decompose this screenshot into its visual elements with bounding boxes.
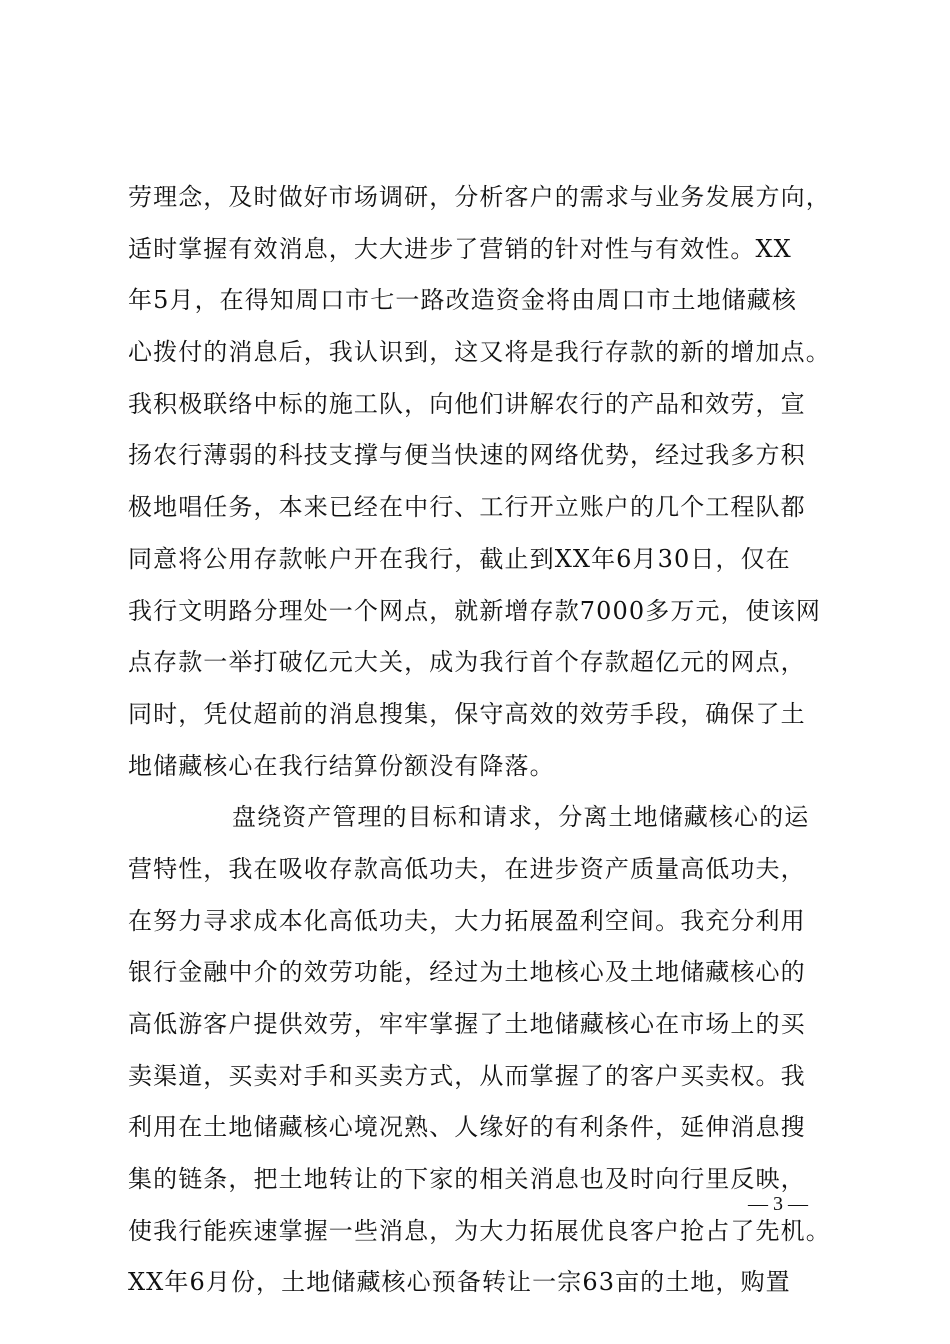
text-line: 扬农行薄弱的科技支撑与便当快速的网络优势，经过我多方积 — [128, 441, 806, 470]
body-text — [128, 172, 838, 1309]
paragraph-start-line: 盘绕资产管理的目标和请求，分离土地储藏核心的运 — [232, 803, 810, 832]
text-line: 同时，凭仗超前的消息搜集，保守高效的效劳手段，确保了土 — [128, 699, 806, 728]
text-line: XX年6月份，土地储藏核心预备转让一宗63亩的土地，购置 — [128, 1268, 791, 1297]
text-line: 极地唱任务，本来已经在中行、工行开立账户的几个工程队都 — [128, 493, 806, 522]
page-number: — 3 — — [748, 1193, 808, 1215]
text-line: 卖渠道，买卖对手和买卖方式，从而掌握了的客户买卖权。我 — [128, 1061, 806, 1090]
text-line: 利用在土地储藏核心境况熟、人缘好的有利条件，延伸消息搜 — [128, 1113, 806, 1142]
text-line: 年5月，在得知周口市七一路改造资金将由周口市土地储藏核 — [128, 286, 797, 315]
text-line: 同意将公用存款帐户开在我行，截止到XX年6月30日，仅在 — [128, 544, 791, 573]
text-line: 心拨付的消息后，我认识到，这又将是我行存款的新的增加点。 — [128, 338, 831, 367]
text-line: 适时掌握有效消息，大大进步了营销的针对性与有效性。XX — [128, 234, 792, 263]
text-line: 在努力寻求成本化高低功夫，大力拓展盈利空间。我充分利用 — [128, 906, 806, 935]
text-line: 我行文明路分理处一个网点，就新增存款7000多万元，使该网 — [128, 596, 821, 625]
text-line: 营特性，我在吸收存款高低功夫，在进步资产质量高低功夫， — [128, 854, 806, 883]
text-line: 高低游客户提供效劳，牢牢掌握了土地储藏核心在市场上的买 — [128, 1010, 806, 1038]
text-line: 集的链条，把土地转让的下家的相关消息也及时向行里反映， — [128, 1165, 806, 1194]
text-line: 劳理念，及时做好市场调研，分析客户的需求与业务发展方向， — [128, 183, 831, 211]
text-line: 我积极联络中标的施工队，向他们讲解农行的产品和效劳，宣 — [128, 389, 806, 418]
text-line: 银行金融中介的效劳功能，经过为土地核心及土地储藏核心的 — [128, 958, 806, 987]
text-line: 点存款一举打破亿元大关，成为我行首个存款超亿元的网点， — [128, 648, 806, 677]
text-line: 使我行能疾速掌握一些消息，为大力拓展优良客户抢占了先机。 — [128, 1216, 831, 1245]
text-line: 地储藏核心在我行结算份额没有降落。 — [128, 751, 555, 780]
